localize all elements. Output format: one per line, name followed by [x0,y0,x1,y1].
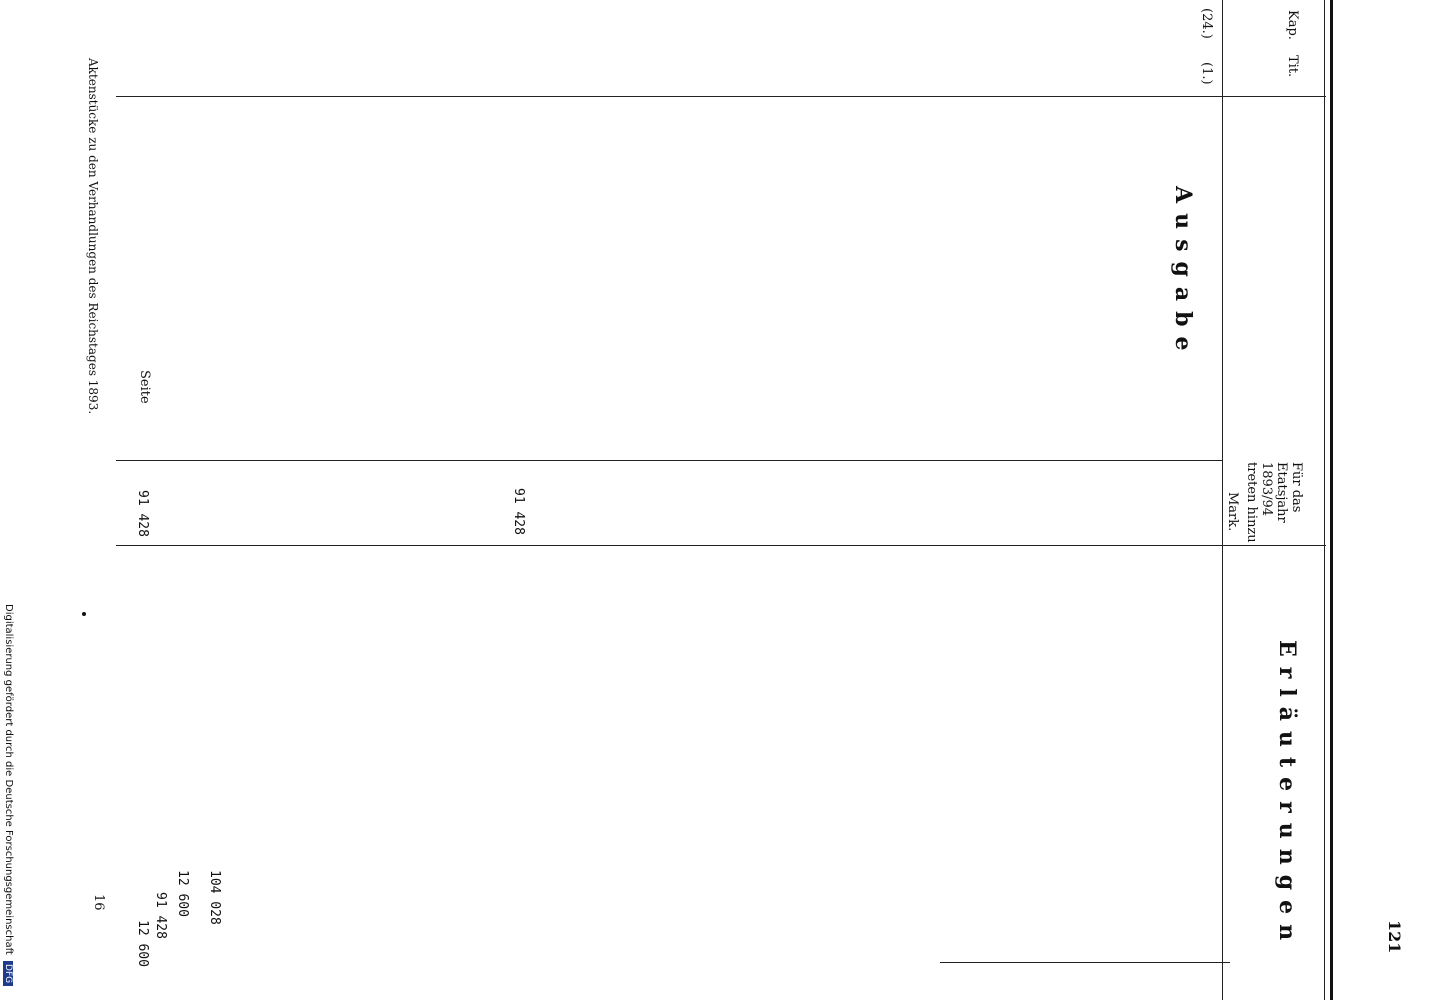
kap-label: Kap. [1285,10,1300,40]
tit-label: Tit. [1285,55,1300,78]
erlaeuterungen-bottom [940,962,1230,963]
kap-tit-divider [116,96,1326,97]
sum-91428: 91 428 [153,892,168,939]
tit-value: (1.) [1199,62,1214,85]
inner-right-border [1324,0,1325,1000]
dfg-badge: DFG [3,961,13,986]
column-subheader: Mark. [1225,492,1240,532]
column-header: Für das Etatsjahr 1893/94 treten hinzu [1244,462,1304,543]
amount-seite: 91 428 [135,490,150,537]
digitization-note [3,604,14,986]
seite-label: Seite [137,370,152,404]
kap-value: (24.) [1199,8,1214,39]
scan-mark [82,612,86,616]
sum-104028: 104 028 [207,870,222,925]
left-footer: Aktenstücke zu den Verhandlungen des Reichstages 1893. [86,58,100,415]
bottom-page-number: 16 [91,894,106,911]
sum-12600-a: 12 600 [175,870,190,917]
header-divider [1222,0,1223,1000]
heading-erlaeuterungen: Erläuterungen [1274,640,1300,951]
amount-column-right [116,545,1326,546]
right-border [1330,0,1333,1000]
amount-main: 91 428 [511,488,526,535]
page-number: 121 [1385,920,1404,954]
digitization-text: Digitalisierung gefördert durch die Deutsche Forschungsgemeinschaft [3,604,14,955]
amount-column-left [116,460,1222,461]
heading-ausgabe: Ausgabe [1170,186,1196,361]
kap-rule [1222,0,1223,96]
sum-12600-b: 12 600 [135,920,150,967]
